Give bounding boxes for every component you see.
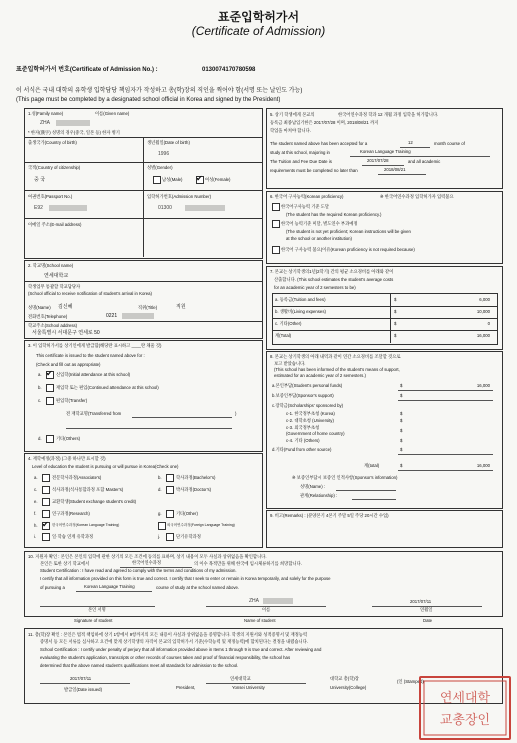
- signature-label-ko: 본인 서명: [88, 607, 106, 612]
- official-title-value: 직원: [176, 304, 186, 310]
- sponsor-name-label: 성명(Name) :: [300, 484, 326, 489]
- section-8-title3: (This school has been informed of the student's means of support,: [274, 367, 400, 372]
- level-doctor: 박사과정(Doctor's): [176, 487, 212, 492]
- scholar-foreign-gov: c-3. 외국정부초청: [286, 425, 320, 430]
- living-label: b. 생활비(Living expenses): [275, 309, 326, 314]
- instructions-english: (This page must be completed by a designated school official in Korea and signed by the President): [16, 97, 281, 103]
- section-10-line3: Student Certification : I have read and agreed to comply with the terms and conditions of my admission.: [40, 568, 237, 573]
- proficiency-b: 한국어 능력기준 미달, 별도연수 부과예정: [281, 221, 358, 226]
- section-5-line3: 학업을 마쳐야 합니다.: [270, 128, 311, 133]
- proficiency-b-en2: at the school or another institution): [286, 236, 352, 241]
- level-foreign-training: 외국어연수과정(Foreign Language Training): [167, 523, 235, 527]
- family-name-label: 1.성(Family name): [28, 111, 64, 116]
- section-8-title2: 보고 받았습니다.: [274, 361, 306, 366]
- section-11-line4: evaluating the student's application, transcripts or other records of courses taken and proof of financial responsibility, the school has: [40, 655, 291, 660]
- section-11-line5: determined that the above named student's qualifications meet all standards for admission to the school.: [40, 663, 239, 668]
- total-cost-label: 계(Total): [275, 333, 292, 338]
- official-name-label: 성명(Name): [28, 305, 51, 310]
- proficiency-b-en: (The student is not yet proficient; Korean instructions will be given: [286, 229, 411, 234]
- email-label: 이메일 주소(E-mail address): [28, 222, 82, 227]
- certificate-no-label: 표준입학허가서 번호(Certificate of Admission No.) :: [16, 67, 158, 73]
- university-college-label-en: University(College): [330, 685, 367, 690]
- school-address-value: 서울특별시 서대문구 연세로 50: [32, 330, 100, 336]
- section-5-en4: requirements must be completed no later than: [270, 168, 358, 173]
- master-checkbox[interactable]: [42, 486, 50, 494]
- sponsor-support-label: b.보증인부담(Sponsor's support): [272, 393, 334, 398]
- school-name-label: 2. 학교명(School name): [28, 263, 74, 268]
- scholar-university: c-2. 대학초청 (University): [286, 418, 334, 423]
- male-label: 남성(Male): [162, 177, 183, 182]
- citizenship-value: 중 국: [34, 177, 46, 183]
- level-work-study: 일·학습 연계 유학과정: [52, 534, 94, 539]
- exchange-checkbox[interactable]: [42, 498, 50, 506]
- option-continued-attendance: 재입학 또는 편입(Continued attendance at this school): [56, 385, 159, 390]
- transfer-checkbox[interactable]: [46, 397, 54, 405]
- school-official-label: 학생업무 통괄할 학교담당자: [28, 284, 81, 289]
- section-5-en3: The Tuition and Fee Due Date is: [270, 159, 332, 164]
- level-korean-training: 한국어연수과정(Korean Language Training): [52, 523, 120, 527]
- check-mark-icon: ✔: [46, 369, 53, 378]
- continued-attendance-checkbox[interactable]: [46, 384, 54, 392]
- hanja-name-note: * 한자(漢字) 성명의 경우(중국, 일본 등) 한자 병기: [28, 130, 120, 135]
- scholar-foreign-gov-en: (Government of home country): [286, 431, 345, 436]
- section-5-line1: 5. 상기 학생에게 본교의: [270, 112, 315, 117]
- others-checkbox[interactable]: [46, 435, 54, 443]
- redacted-name: [56, 120, 90, 126]
- section-6-title: 6. 한국어 구사능력(Korean proficiency): [270, 194, 344, 199]
- official-title-label: 직위(Title): [138, 305, 158, 310]
- signature-label-en: Signature of student: [74, 618, 113, 623]
- check-mark-icon: ✔: [196, 174, 203, 183]
- section-3-line2: This certificate is issued to the student named above for :: [36, 353, 145, 358]
- section-10-line2: 본인은 또한 상기 학교에서: [40, 561, 90, 566]
- section-6-note: ※ 한국어연수과정 입학허가자 입력불요: [380, 194, 454, 199]
- student-date-value: 2017/07/11: [410, 599, 432, 604]
- university-name-ko: 연세대학교: [230, 676, 251, 681]
- currency-symbol: $: [394, 333, 397, 338]
- section-5-en3b: and all academic: [408, 159, 441, 164]
- svg-text:교총장인: 교총장인: [439, 713, 491, 728]
- proficient-checkbox[interactable]: [272, 203, 280, 211]
- dob-value: 1996: [158, 151, 170, 157]
- citizenship-label: 국적(Country of citizenship): [28, 165, 81, 170]
- section-10-line5b: course of study at the school named above.: [156, 585, 240, 590]
- date-label-en: Date: [423, 618, 433, 623]
- university-seal-stamp: [419, 676, 511, 740]
- school-official-en: (School official to receive notification of student's arrival in Korea): [28, 291, 152, 296]
- sponsor-info-label: ※ 보증인부담시 보증인 인적사항(Sponsor's information): [292, 475, 398, 480]
- section-11-line3: School Certification : I certify under penalty of perjury that all information provided above in Items 1 through 9 is true and correct. After reviewing and: [40, 647, 322, 652]
- proficiency-a: 한국어구사능력 기준 도달: [281, 204, 330, 209]
- option-transfer: 편입학(Transfer): [56, 398, 88, 403]
- currency-symbol: $: [394, 297, 397, 302]
- section-10-line1: 10. 지원자 확인 : 본인은 본인의 입학에 관한 상기의 모든 조건에 동의를 표하며, 상기 내용이 모두 사실과 상위없음을 확인합니다.: [28, 554, 267, 559]
- section-5-line1b: 한국어연수과정 학과 12 개월 과정 입학을 허가합니다.: [338, 112, 439, 117]
- associate-checkbox[interactable]: [42, 474, 50, 482]
- level-associate: 전문학사과정(Associate's): [52, 475, 102, 480]
- program-name-ko: 한국어연수과정: [132, 560, 162, 565]
- dob-label: 생년월일(Date of birth): [147, 140, 190, 145]
- currency-symbol: $: [400, 393, 403, 398]
- section-7-title2: 산출합니다. (This school estimates the student's average costs: [274, 277, 394, 282]
- scholar-korea: c-1. 한국정부초청 (Korea): [286, 411, 335, 416]
- given-name-label: 이름(Given name): [95, 111, 130, 116]
- section-5-en1: The student named above has been accepted for a: [270, 141, 368, 146]
- currency-symbol: $: [400, 428, 403, 433]
- section-8-title4: estimated for an academic year of 2 semesters.): [274, 373, 366, 378]
- redacted-student-name: [263, 598, 293, 604]
- section-5-en1b: month course of: [434, 141, 465, 146]
- tuition-due-date: 2017/07/28: [367, 158, 389, 163]
- not-proficient-checkbox[interactable]: [272, 220, 280, 228]
- total-cost-value: 16,000: [476, 333, 490, 338]
- admission-number-label: 입학허가번호(Admission Number): [147, 194, 212, 199]
- currency-symbol: $: [394, 321, 397, 326]
- redacted-admission-no: [185, 205, 225, 211]
- tuition-label: a. 등록금(Tuition and fees): [275, 297, 326, 302]
- school-address-label: 학교주소(School address): [28, 323, 78, 328]
- section-4-title: 4. 재학예정(과정) (그중 하나만 표시할 것): [28, 456, 106, 461]
- section-10-line4: I certify that all information provided on this form is true and correct. I certify that I seek to enter or remain in Korea temporarily, and solely for the purpose: [40, 576, 331, 581]
- section-10-line2b: 의 이수 목적만을 위해 한국에 임시체류하기를 희망합니다.: [194, 561, 302, 566]
- foreign-training-checkbox[interactable]: [158, 522, 166, 530]
- other-level-checkbox[interactable]: [166, 510, 174, 518]
- sponsor-relationship-label: 관계(Relationship) :: [300, 493, 338, 498]
- title-korean: 표준입학허가서: [217, 10, 300, 24]
- section-7-title3: for an academic year of 2 semesters to be): [274, 285, 356, 290]
- currency-symbol: $: [400, 411, 403, 416]
- section-11-line2: 증명서 등 모든 서류를 심사하고 요건에 맞게 상기학생의 자격이 본교의 입학허가서 기준(수학능력 및 재정능력)에 합치된다는 결정을 내렸습니다.: [40, 639, 309, 644]
- student-name-label-ko: 이름: [262, 607, 271, 612]
- scholar-others: c-4. 기타 (Others): [286, 438, 320, 443]
- section-10-line5: of pursuing a: [40, 585, 65, 590]
- option-initial-attendance: 신입학(Initial attendance at this school): [56, 372, 131, 377]
- currency-symbol: $: [400, 383, 403, 388]
- section-5-line2: 등록금 최종납입기한은 2017/07/28 이며, 2018/08/21 까지: [270, 120, 379, 125]
- section-3-title: 3. 이 입학허가서를 상기인에게 발급함(해당란 표시하고 ____란 채울 것): [28, 343, 162, 348]
- major-value: Korean Language Training: [360, 149, 411, 154]
- school-name-value: 연세대학교: [44, 273, 69, 279]
- redacted-passport: [49, 205, 87, 211]
- completion-date: 2018/08/21: [384, 167, 406, 172]
- telephone-value: 0221: [106, 313, 118, 319]
- bachelor-checkbox[interactable]: [166, 474, 174, 482]
- short-term-checkbox[interactable]: [166, 533, 174, 541]
- stamped-label: (인 (Stamped): [397, 679, 424, 684]
- tuition-value: 6,000: [479, 297, 490, 302]
- gender-label: 성별(Gender): [147, 165, 173, 170]
- funds-total-label: 계(total): [364, 463, 380, 468]
- family-name-value: ZHA: [40, 120, 50, 126]
- section-4-subtitle: Level of education the student is pursuing or will pursue in Korea(Check one): [32, 464, 179, 469]
- university-name-en: Yonsei University: [232, 685, 265, 690]
- section-5-en2: study at this school, majoring in: [270, 150, 330, 155]
- funds-total-value: 16,000: [476, 463, 490, 468]
- birth-country-label: 출생국가(Country of birth): [28, 140, 77, 145]
- personal-funds-value: 16,000: [476, 383, 490, 388]
- passport-value: E92: [34, 205, 43, 211]
- level-master: 석사과정(석사통합과정 포함 Master's): [52, 487, 124, 492]
- title-english: (Certificate of Admission): [191, 24, 326, 38]
- program-name-en: Korean Language Training: [84, 584, 135, 589]
- section-8-title: 8. 본교는 상기학생의 아래 내역과 같이 연간 소요경비를 조달할 것으로: [270, 354, 401, 359]
- date-label-ko: 연월일: [420, 607, 433, 612]
- male-checkbox[interactable]: [153, 176, 161, 184]
- currency-symbol: $: [400, 438, 403, 443]
- telephone-label: 전화번호(Telephone): [28, 314, 68, 319]
- other-cost-value: 0: [487, 321, 490, 326]
- issue-date-value: 2017/07/11: [70, 676, 92, 681]
- currency-symbol: $: [394, 309, 397, 314]
- level-exchange: 교환학생(Student exchange student's credit): [52, 499, 137, 504]
- admission-number-value: 01300: [158, 205, 172, 211]
- section-7-title: 7. 본교는 상기학생의1년(2학기) 간의 평균 소요경비를 아래와 같이: [270, 269, 394, 274]
- certificate-no-value: 0130074170780598: [202, 67, 256, 73]
- research-checkbox[interactable]: [42, 510, 50, 518]
- other-cost-label: c. 기타(Other): [275, 321, 302, 326]
- redacted-telephone: [122, 313, 154, 319]
- level-short-term: 단기유학과정: [176, 534, 201, 539]
- instructions-korean: 이 서식은 국내 대학의 유학생 입학담당 책임자가 작성하고 총(학)장의 직인을 찍어야 함(서명 또는 날인도 가능): [16, 88, 303, 94]
- living-value: 10,000: [476, 309, 490, 314]
- proficiency-a-en: (The student has the required Korean proficiency.): [286, 212, 382, 217]
- official-name-value: 김신혜: [58, 304, 73, 310]
- work-study-checkbox[interactable]: [42, 533, 50, 541]
- section-6-box: [266, 191, 503, 264]
- section-3-line3: (Check and fill out as appropriate): [36, 362, 101, 367]
- other-funds-label: d.기타(Fund from other source): [272, 447, 332, 452]
- currency-symbol: $: [400, 447, 403, 452]
- student-name-label-en: Name of student: [244, 618, 276, 623]
- svg-text:연세대학: 연세대학: [439, 691, 491, 706]
- passport-label: 여권번호(Passport No.): [28, 194, 73, 199]
- section-11-line1: 11. 총(학)장 확인 : 본인은 법적 책임하에 상기 1항에서 9항까지의 모든 내용이 사실과 상위없음을 증명합니다. 학생의 지원서와 성적증명서 및 재정능력: [28, 632, 308, 637]
- currency-symbol: $: [400, 418, 403, 423]
- remarks-label: 9. 비고(Remarks) : (분양본기 4본기 주말 5일 주당 20시간 수업): [270, 513, 389, 518]
- doctor-checkbox[interactable]: [166, 486, 174, 494]
- issue-date-label: 발급일(Date issued): [64, 687, 103, 692]
- certificate-page: 표준입학허가서 (Certificate of Admission) 표준입학허가서 번호(Certificate of Admission No.) : 0130074170780598 이 서식은 국내 대학의 유학생 입학담당 책임자가 작성하고 총(학)장의 직인을 찍어야 함(서명 또는 날인도 가능) (This page must be completed by a designated school official in Korea and signed by the President) 1.성(Family name) 이름(Given name) ZHA * 한자(漢字) 성명의 경우(중국, 일본 등) 한자 병기 출생국가(Country of birth) 생년월일(Date of birth) 1996 국적(Country of citizenship) 중 국 성별(Gender) 남성(Male) ✔ 여성(Female) 여권번호(Passport No.) E92 입학허가번호(Admission Number) 01300 이메일 주소(E-mail address) 2. 학교명(School name) 연세대학교 학생업무 통괄할 학교담당자 (School official to receive notification of student's arrival in Korea) 성명(Name) 김신혜 직위(Title) 직원 전화번호(Telephone) 0221 학교주소(School address) 서울특별시 서대문구 연세로 50 3. 이 입학허가서를 상기인에게 발급함(해당란 표시하고 ____란 채울 것) This certificate is issued to the student named above for : (Check and fill out as appropriate) a. ✔ 신입학(Initial attendance at this school) b. 재입학 또는 편입(Continued attendance at this school) c. 편입학(Transfer) 전 재학교명(Transferred from ) d. 기타(Others) 4. 재학예정(과정) (그중 하나만 표시할 것) Level of education the student is pursuing or will pursue in Korea(Check one) a. 전문학사과정(Associate's) b. 학사과정(Bachelor's) c. 석사과정(석사통합과정 포함 Master's) d. 박사과정(Doctor's) e. 교환학생(Student exchange student's credit) f. 연구과정(Research) g. 기타(Other) h. ✔ 한국어연수과정(Korean Language Training) 외국어연수과정(Foreign Language Training) i. 일·학습 연계 유학과정 j. 단기유학과정 5. 상기 학생에게 본교의 한국어연수과정 학과 12 개월 과정 입학을 허가합니다. 등록금 최종납입기한은 2017/07/28 이며, 2018/08/21 까지 학업을 마쳐야 합니다. The student named above has been accepted for a 12 month course of study at this school, majoring in Korean Language Training The Tuition and Fee Due Date is 2017/07/28 and all academic requirements must be completed no later than 2018/08/21 6. 한국어 구사능력(Korean proficiency) ※ 한국어연수과정 입학허가자 입력불요 한국어구사능력 기준 도달 (The student has the required Korean proficiency.) 한국어 능력기준 미달, 별도연수 부과예정 (The student is not yet proficient; Korean instructions will be given at the school or another institution) 한국어 구사능력 불요(이유(Korean proficiency is not required because) 7. 본교는 상기학생의1년(2학기) 간의 평균 소요경비를 아래와 같이 산출합니다. (This school estimates the student's average costs for an academic year of 2 semesters to be) a. 등록금(Tuition and fees) $ 6,000 b. 생활비(Living expenses) $ 10,000 c. 기타(Other) $ 0 계(Total) $ 16,000 8. 본교는 상기학생의 아래 내역과 같이 연간 소요경비를 조달할 것으로 보고 받았습니다. (This school has been informed of the student's means of support, estimated for an academic year of 2 semesters.) a.본인부담(Student's personal funds) $ 16,000 b.보증인부담(Sponsor's support) $ c.장학금(Scholarships' sponsored by) c-1. 한국정부초청 (Korea) c-2. 대학초청 (University) c-3. 외국정부초청 (Government of home country) c-4. 기타 (Others) $ $ $ $ d.기타(Fund from other source) $ 계(total) $ 16,000 ※ 보증인부담시 보증인 인적사항(Sponsor's information) 성명(Name) : 관계(Relationship) : 9. 비고(Remarks) : (분양본기 4본기 주말 5일 주당 20시간 수업) 10. 지원자 확인 : 본인은 본인의 입학에 관한 상기의 모든 조건에 동의를 표하며, 상기 내용이 모두 사실과 상위없음을 확인합니다. 본인은 또한 상기 학교에서 한국어연수과정 의 이수 목적만을 위해 한국에 임시체류하기를 희망합니다. Student Certification : I have read and agreed to comply with the terms and conditions of my admission. I certify that all information provided on this form is true and correct. I certify that I seek to enter or remain in Korea temporarily, and solely for the purpose of pursuing a Korean Language Training course of study at the school named above. ZHA 2017/07/11 본인 서명 이름 연월일 Signature of student Name of student Date 11. 총(학)장 확인 : 본인은 법적 책임하에 상기 1항에서 9항까지의 모든 내용이 사실과 상위없음을 증명합니다. 학생의 지원서와 성적증명서 및 재정능력 증명서 등 모든 서류를 심사하고 요건에 맞게 상기학생의 자격이 본교의 입학허가서 기준(수학능력 및 재정능력)에 합치된다는 결정을 내렸습니다. School Certification : I certify under penalty of perjury that all information provided above in Items 1 through 9 is true and correct. After reviewing and evaluating the student's application, transcripts or other records of courses taken and proof of financial responsibility, the school has determined that the above named student's qualifications meet all standards for admission to the school. 2017/07/11 연세대학교 대학교 총(학)장 President, Yonsei University University(College) (인 (Stamped) 발급일(Date issued) 연세대학 교총장인: [0, 0, 517, 743]
- university-president-label-ko: 대학교 총(학)장: [330, 676, 359, 681]
- check-mark-icon: ✔: [42, 520, 49, 529]
- president-label-en: President,: [176, 685, 196, 690]
- level-bachelor: 학사과정(Bachelor's): [176, 475, 216, 480]
- student-name-value: ZHA: [249, 598, 259, 604]
- personal-funds-label: a.본인부담(Student's personal funds): [272, 383, 343, 388]
- scholarship-label: c.장학금(Scholarships' sponsored by): [272, 403, 344, 408]
- seal-graphic: [421, 678, 509, 738]
- transferred-from-label: 전 재학교명(Transferred from: [66, 411, 122, 416]
- level-other: 기타(Other): [176, 511, 198, 516]
- currency-symbol: $: [400, 463, 403, 468]
- female-label: 여성(Female): [205, 177, 231, 182]
- option-others: 기타(Others): [56, 436, 81, 441]
- course-months: 12: [408, 140, 413, 145]
- proficiency-c: 한국어 구사능력 불요(이유(Korean proficiency is not required because): [281, 247, 415, 252]
- level-research: 연구과정(Research): [52, 511, 90, 516]
- not-required-checkbox[interactable]: [272, 246, 280, 254]
